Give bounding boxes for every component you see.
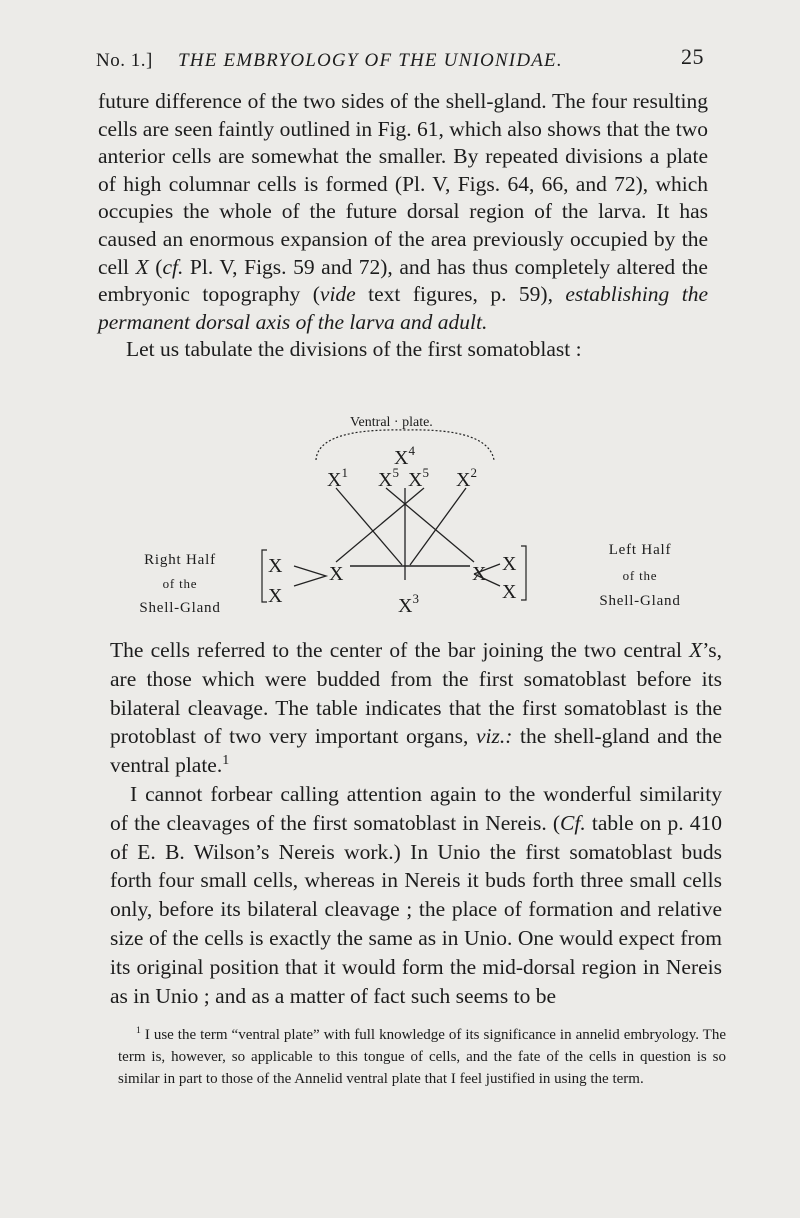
footnote-text: I use the term “ventral plate” with full knowledge of its significance in annelid embryology. The term is, however, so applicable to this tongue of cells, and the fate of the cells in question is so similar in part to those of the Annelid ventral plate that I feel justified in using the term. [118,1027,726,1087]
central-x-right: X [472,563,487,585]
right-half-label-line1: Right Half [144,552,216,568]
paragraph-1-emphasis: establishing the permanent dorsal axis of the larva and adult. [98,282,708,334]
right-half-label-line2: of the [162,576,198,591]
running-title: THE EMBRYOLOGY OF THE UNIONIDAE. [178,50,563,71]
page-number: 25 [681,44,704,69]
footnote [118,1024,726,1090]
paragraph-1-text-a: future difference of the two sides of the shell-gland. The four resulting cells are seen faintly outlined in Fig. 61, which also shows that the two anterior cells are somewhat the smaller. By repeated divisions a plate of high columnar cells is formed (Pl. V, Figs. 64, 66, and 72), which occupies the whole of the future dorsal region of the larva. It has caused an enormous expansion of the area previously occupied by the cell [98,89,708,279]
cf-italic: cf. [162,254,184,279]
left-half-cell-bottom: X [502,581,517,603]
left-half-cell-top: X [502,553,517,575]
left-half-label-line1: Left Half [608,542,672,558]
cell-x2: $X^2$ [456,465,477,491]
footnote-marker: 1 [136,1025,141,1036]
footnote-reference: 1 [222,753,230,769]
vide-italic: vide [319,282,356,307]
paragraph-2: Let us tabulate the divisions of the first somatoblast : [126,337,582,362]
paragraph-1-text-c: Pl. V, Figs. 59 and 72), and has thus completely altered the embryonic topography ( [98,254,708,307]
cell-x3: $X^3$ [398,591,419,617]
paragraph-1-text-d: text figures, p. 59), [355,282,566,307]
central-x-left: X [329,563,344,585]
right-half-cell-bottom: X [268,585,283,607]
division-table-svg [128,400,708,630]
cell-x5-right: $X^5$ [408,465,429,491]
left-half-label-line2: of the [622,568,658,583]
cell-x4: $X^4$ [394,443,415,469]
somatoblast-division-diagram [128,400,708,630]
paragraph-3-and-4 [110,636,722,1010]
paragraph-4: I cannot forbear calling attention again to the wonderful similarity of the cleavages of the first somatoblast in Nereis. (Cf. table on p. 410 of E. B. Wilson’s Nereis work.) In Unio the first somatoblast buds forth four small cells, whereas in Nereis it buds forth three small cells only, before its bilateral cleavage ; the place of formation and relative size of the cells is exactly the same as in Unio. One would expect from its original position that it would form the mid-dorsal region in Nereis as in Unio ; and as a matter of fact such seems to be [110,781,722,1008]
cell-x1: $X^1$ [327,465,348,491]
right-half-label-line3: Shell-Gland [139,600,221,616]
cell-x-italic: X [135,254,149,279]
ventral-plate-label: Ventral · plate. [350,415,433,430]
paragraph-1 [98,88,708,364]
cell-x5-left: $X^5$ [378,465,399,491]
cf-italic-2: Cf. [560,810,586,835]
x-italic: X [689,638,703,662]
paragraph-3: The cells referred to the center of the bar joining the two central X’s, are those which were budded from the first somatoblast before its bilateral cleavage. The table indicates that the first somatoblast is the protoblast of two very important organs, viz.: the shell-gland and the ventral plate.$^1$ [110,638,722,778]
right-half-cell-top: X [268,555,283,577]
issue-number: No. 1.] [96,50,153,71]
running-header [96,44,708,74]
paragraph-1-text-b: ( [148,254,163,279]
left-half-label-line3: Shell-Gland [599,593,681,609]
viz-italic: viz.: [475,724,513,749]
